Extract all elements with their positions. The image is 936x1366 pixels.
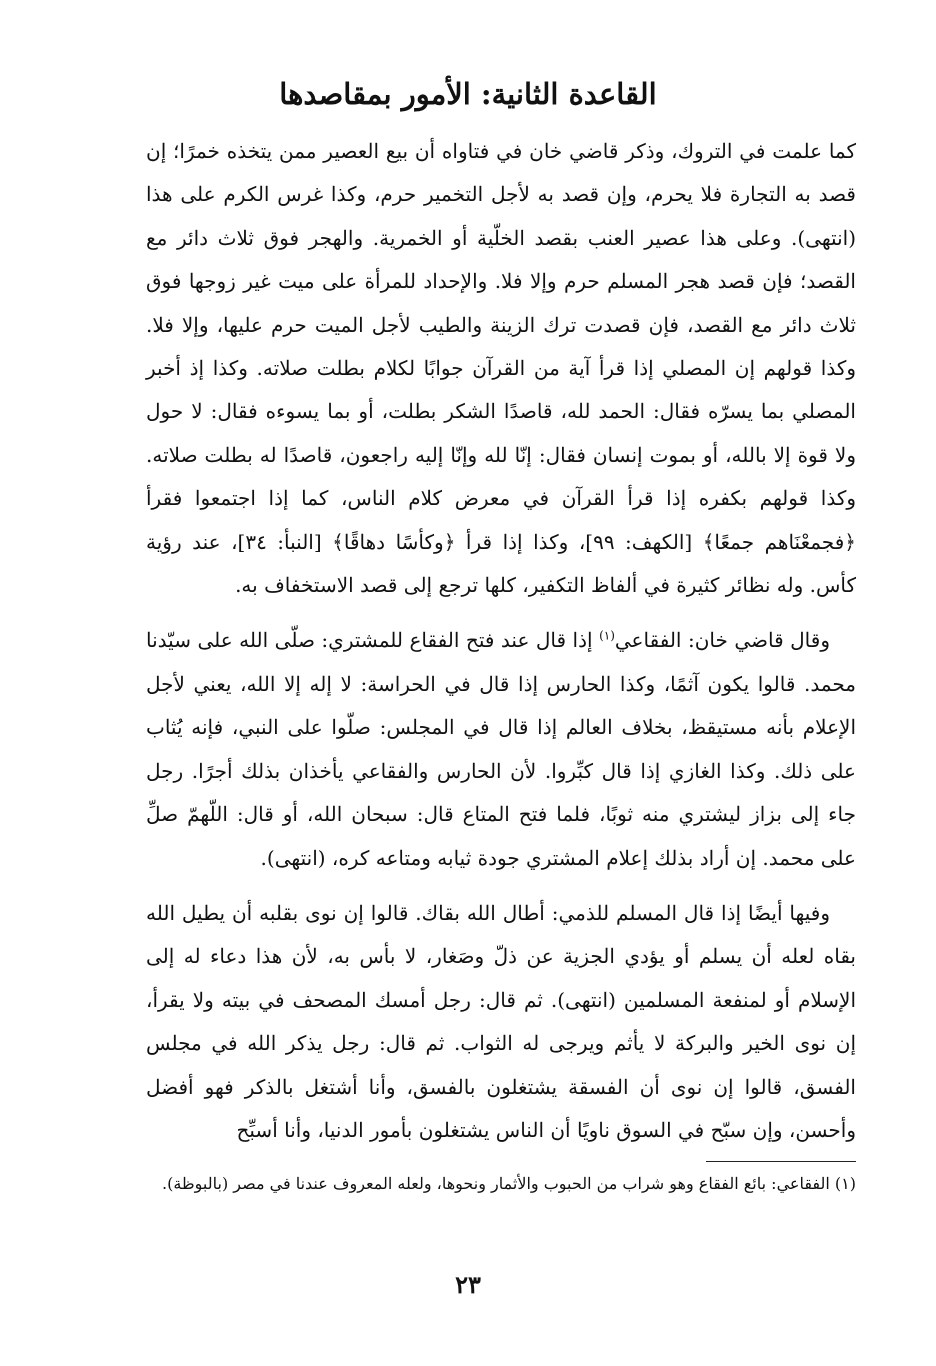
page-number: ٢٣ bbox=[455, 1270, 481, 1299]
paragraph-3: وفيها أيضًا إذا قال المسلم للذمي: أطال الله بقاك. قالوا إن نوى بقلبه أن يطيل الله بقاه لعله أن يسلم أو يؤدي الجزية عن ذلّ وصَغار، لا بأس به، لأن هذا دعاء له إلى الإسلام أو لمنفعة المسلمين (انتهى). ثم قال: رجل أمسك المصحف في بيته ولا يقرأ، إن نوى الخير والبركة لا يأثم ويرجى له الثواب. ثم قال: رجل يذكر الله في مجلس الفسق، قالوا إن نوى أن الفسقة يشتغلون بالفسق، وأنا أشتغل بالذكر فهو أفضل وأحسن، وإن سبّح في السوق ناويًا أن الناس يشتغلون بأمور الدنيا، وأنا أسبِّح bbox=[146, 900, 856, 1142]
paragraph-2-text-start: وقال قاضي خان: الفقاعي bbox=[614, 628, 830, 653]
paragraph-2-text-end: إذا قال عند فتح الفقاع للمشتري: صلّى الله على سيّدنا محمد. قالوا يكون آثمًا، وكذا الحارس إذا قال في الحراسة: لا إله إلا الله، يعني لأجل الإعلام بأنه مستيقظ، بخلاف العالم إذا قال في المجلس: صلّوا على النبي، فإنه يُثاب على ذلك. وكذا الغازي إذا قال كبِّروا. لأن الحارس والفقاعي يأخذان بذلك أجرًا. رجل جاء إلى بزاز ليشتري منه ثوبًا، فلما فتح المتاع قال: سبحان الله، أو قال: اللّهمّ صلِّ على محمد. إن أراد بذلك إعلام المشتري جودة ثيابه ومتاعه كره، (انتهى). bbox=[146, 628, 857, 870]
paragraph-1: كما علمت في التروك، وذكر قاضي خان في فتاواه أن بيع العصير ممن يتخذه خمرًا؛ إن قصد به التجارة فلا يحرم، وإن قصد به لأجل التخمير حرم، وكذا غرس الكرم على هذا (انتهى). وعلى هذا عصير العنب بقصد الخلّية أو الخمرية. والهجر فوق ثلاث دائر مع القصد؛ فإن قصد هجر المسلم حرم وإلا فلا. والإحداد للمرأة على ميت غير زوجها فوق ثلاث دائر مع القصد، فإن قصدت ترك الزينة والطيب لأجل الميت حرم عليها، وإلا فلا. وكذا قولهم إن المصلي إذا قرأ آية من القرآن جوابًا لكلام بطلت صلاته. وكذا إذ أخبر المصلي بما يسرّه فقال: الحمد لله، قاصدًا الشكر بطلت، أو بما يسوءه فقال: لا حول ولا قوة إلا بالله، أو بموت إنسان فقال: إنّا لله وإنّا إليه راجعون، قاصدًا له بطلت صلاته. وكذا قولهم بكفره إذا قرأ القرآن في معرض كلام الناس، كما إذا اجتمعوا فقرأ ﴿فجمعْنَاهم جمعًا﴾ [الكهف: ٩٩]، وكذا إذا قرأ ﴿وكأسًا دهاقًا﴾ [النبأ: ٣٤]، عند رؤية كأس. وله نظائر كثيرة في ألفاظ التكفير، كلها ترجع إلى قصد الاستخفاف به. bbox=[146, 139, 856, 598]
page-title: القاعدة الثانية: الأمور بمقاصدها bbox=[279, 77, 657, 111]
paragraph-2 bbox=[146, 619, 856, 879]
footnote-reference[interactable]: (١) bbox=[599, 628, 615, 643]
body-text bbox=[146, 130, 856, 1152]
footnote: (١) الفقاعي: بائع الفقاع وهو شراب من الحبوب والأثمار ونحوها، ولعله المعروف عندنا في مصر (بالبوظة). bbox=[162, 1174, 856, 1193]
footnote-separator bbox=[706, 1161, 856, 1162]
